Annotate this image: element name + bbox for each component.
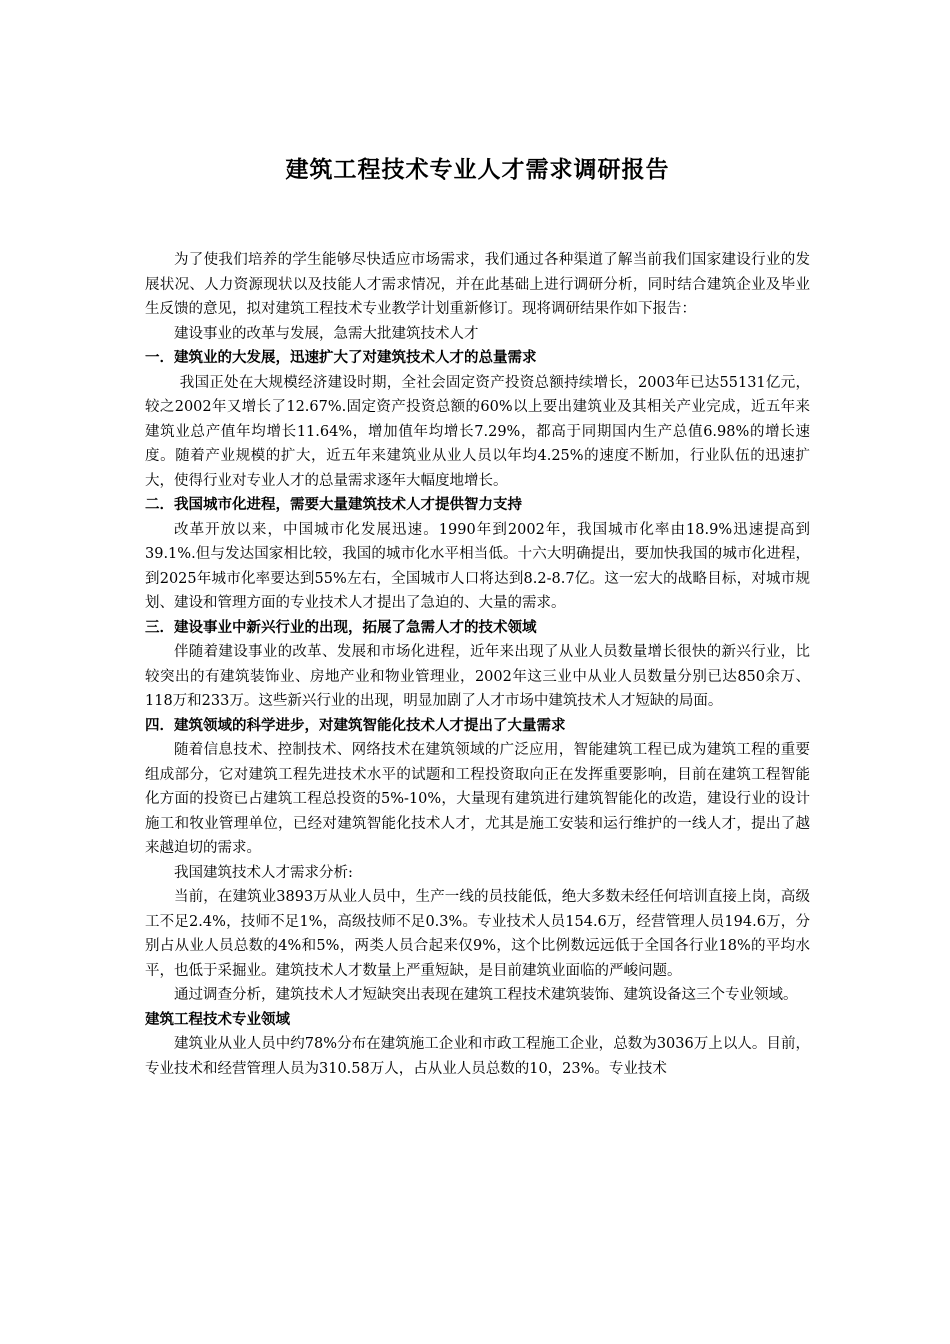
subsection-paragraph: 建筑业从业人员中约78%分布在建筑施工企业和市政工程施工企业，总数为3036万上以人。目前，专业技术和经营管理人员为310.58万人，占从业人员总数的10，23%。专业技术 [145,1036,810,1077]
analysis-lead-paragraph: 我国建筑技术人才需求分析: [174,864,353,881]
section-heading-1: 一．建筑业的大发展，迅速扩大了对建筑技术人才的总量需求 [145,350,537,366]
lead-paragraph: 建设事业的改革与发展，急需大批建筑技术人才 [174,325,479,342]
analysis-paragraph: 当前，在建筑业3893万从业人员中，生产一线的员技能低，绝大多数未经任何培训直接上岗，高级工不足2.4%，技师不足1%，高级技师不足0.3%。专业技术人员154.6万，经营管理人员194.6万，分别占从业人员总数的4%和5%，两类人员合起来仅9%，这个比例数远远低于全国各行业18%的平均水平，也低于采掘业。建筑技术人才数量上严重短缺，是目前建筑业面临的严峻问题。 [145,889,810,979]
subsection-heading: 建筑工程技术专业领域 [145,1011,290,1028]
section-heading-3: 三．建设事业中新兴行业的出现，拓展了急需人才的技术领域 [145,619,537,636]
section-heading-4: 四．建筑领域的科学进步，对建筑智能化技术人才提出了大量需求 [145,717,566,734]
section-heading-2: 二．我国城市化进程，需要大量建筑技术人才提供智力支持 [145,497,522,513]
document-page [145,150,810,1081]
document-title: 建筑工程技术专业人才需求调研报告 [285,157,670,183]
survey-paragraph: 通过调查分析，建筑技术人才短缺突出表现在建筑工程技术建筑装饰、建筑设备这三个专业领域。 [174,987,798,1003]
section-4-paragraph: 随着信息技术、控制技术、网络技术在建筑领域的广泛应用，智能建筑工程已成为建筑工程的重要组成部分，它对建筑工程先进技术水平的试题和工程投资取向正在发挥重要影响，目前在建筑工程智能化方面的投资已占建筑工程总投资的5%-10%，大量现有建筑进行建筑智能化的改造，建设行业的设计施工和牧业管理单位，已经对建筑智能化技术人才，尤其是施工安装和运行维护的一线人才，提出了越来越迫切的需求。 [145,742,810,856]
section-2-paragraph: 改革开放以来，中国城市化发展迅速。1990年到2002年，我国城市化率由18.9%迅速提高到39.1%.但与发达国家相比较，我国的城市化水平相当低。十六大明确提出，要加快我国的城市化进程，到2025年城市化率要达到55%左右，全国城市人口将达到8.2-8.7亿。这一宏大的战略目标，对城市规划、建设和管理方面的专业技术人才提出了急迫的、大量的需求。 [145,521,810,611]
intro-paragraph: 为了使我们培养的学生能够尽快适应市场需求，我们通过各种渠道了解当前我们国家建设行业的发展状况、人力资源现状以及技能人才需求情况，并在此基础上进行调研分析，同时结合建筑企业及毕业生反馈的意见，拟对建筑工程技术专业教学计划重新修订。现将调研结果作如下报告： [145,252,810,317]
section-3-paragraph: 伴随着建设事业的改革、发展和市场化进程，近年来出现了从业人员数量增长很快的新兴行业，比较突出的有建筑装饰业、房地产业和物业管理业，2002年这三业中从业人员数量分别已达850余万、118万和233万。这些新兴行业的出现，明显加剧了人才市场中建筑技术人才短缺的局面。 [145,644,810,709]
section-1-paragraph: 我国正处在大规模经济建设时期，全社会固定资产投资总额持续增长，2003年已达55131亿元，较之2002年又增长了12.67%.固定资产投资总额的60%以上要出建筑业及其相关产业完成，近五年来建筑业总产值年均增长11.64%，增加值年均增长7.29%，都高于同期国内生产总值6.98%的增长速度。随着产业规模的扩大，近五年来建筑业从业人员以年均4.25%的速度不断加，行业队伍的迅速扩大，使得行业对专业人才的总量需求逐年大幅度地增长。 [145,374,810,489]
